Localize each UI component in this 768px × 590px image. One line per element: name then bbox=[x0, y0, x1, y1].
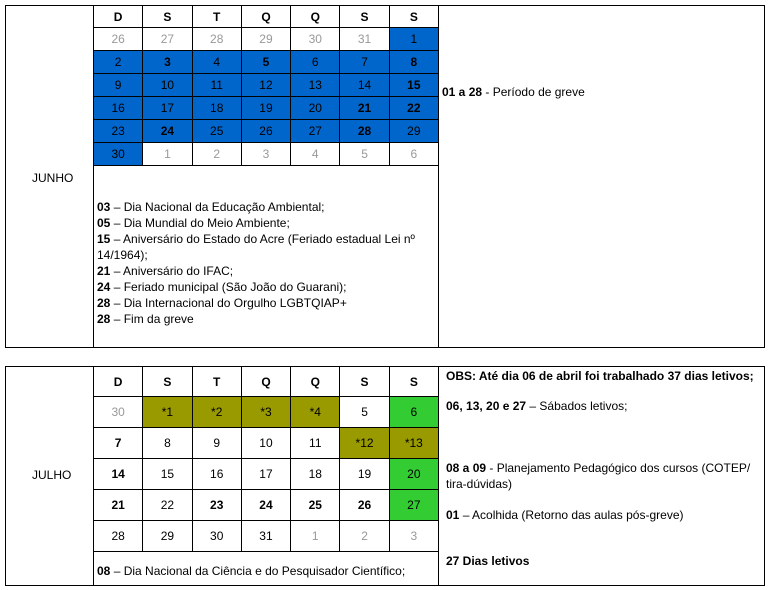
july-day-cell: 17 bbox=[241, 459, 290, 490]
june-day-cell: 16 bbox=[94, 97, 143, 120]
june-note-text: – Fim da greve bbox=[110, 312, 194, 326]
july-total: 27 Dias letivos bbox=[446, 554, 530, 568]
july-note-day: 08 bbox=[97, 564, 111, 578]
june-day-cell: 29 bbox=[389, 120, 438, 143]
june-note-day: 15 bbox=[97, 232, 111, 246]
june-day-cell: 1 bbox=[389, 28, 438, 51]
june-day-cell: 14 bbox=[340, 74, 389, 97]
july-weekday-0: D bbox=[94, 367, 143, 397]
july-day-cell: 23 bbox=[192, 490, 241, 521]
june-day-cell: 24 bbox=[143, 120, 192, 143]
july-day-cell: 14 bbox=[94, 459, 143, 490]
june-notes bbox=[97, 199, 432, 327]
june-note-day: 03 bbox=[97, 200, 111, 214]
july-day-cell: 2 bbox=[340, 521, 389, 552]
june-calendar bbox=[93, 5, 439, 166]
june-note-text: – Dia Nacional da Educação Ambiental; bbox=[110, 200, 325, 214]
july-weekday-6: S bbox=[389, 367, 438, 397]
june-strike-note: 01 a 28 - Período de greve bbox=[442, 85, 585, 99]
june-day-cell: 4 bbox=[192, 51, 241, 74]
july-day-cell: *12 bbox=[340, 428, 389, 459]
july-note-line bbox=[97, 563, 432, 579]
july-day-cell: 18 bbox=[291, 459, 340, 490]
june-note-text: – Aniversário do Estado do Acre (Feriado estadual Lei nº 14/1964); bbox=[97, 232, 415, 262]
june-day-cell: 21 bbox=[340, 97, 389, 120]
june-note-day: 05 bbox=[97, 216, 111, 230]
july-day-cell: 27 bbox=[389, 490, 438, 521]
june-note-line bbox=[97, 199, 432, 215]
june-note-line bbox=[97, 279, 432, 295]
july-day-cell: 21 bbox=[94, 490, 143, 521]
july-week-row bbox=[94, 490, 439, 521]
june-day-cell: 6 bbox=[291, 51, 340, 74]
july-weekday-4: Q bbox=[291, 367, 340, 397]
june-weekday-2: T bbox=[192, 6, 241, 28]
june-day-cell: 25 bbox=[192, 120, 241, 143]
july-day-cell: 25 bbox=[291, 490, 340, 521]
july-day-cell: 16 bbox=[192, 459, 241, 490]
june-note-text: – Aniversário do IFAC; bbox=[110, 264, 234, 278]
june-day-cell: 19 bbox=[241, 97, 290, 120]
june-weekday-4: Q bbox=[291, 6, 340, 28]
june-week-row bbox=[94, 51, 439, 74]
june-day-cell: 15 bbox=[389, 74, 438, 97]
june-day-cell: 28 bbox=[192, 28, 241, 51]
july-day-cell: *13 bbox=[389, 428, 438, 459]
june-day-cell: 20 bbox=[291, 97, 340, 120]
june-weekday-0: D bbox=[94, 6, 143, 28]
july-day-cell: 29 bbox=[143, 521, 192, 552]
june-day-cell: 9 bbox=[94, 74, 143, 97]
july-weekday-3: Q bbox=[241, 367, 290, 397]
june-note-text: – Feriado municipal (São João do Guarani); bbox=[110, 280, 347, 294]
july-day-cell: 7 bbox=[94, 428, 143, 459]
july-week-row bbox=[94, 521, 439, 552]
july-day-cell: 22 bbox=[143, 490, 192, 521]
june-day-cell: 8 bbox=[389, 51, 438, 74]
june-day-cell: 1 bbox=[143, 143, 192, 166]
july-day-cell: 10 bbox=[241, 428, 290, 459]
june-note-line bbox=[97, 215, 432, 231]
june-day-cell: 27 bbox=[291, 120, 340, 143]
june-month-label: JUNHO bbox=[32, 171, 74, 185]
july-day-cell: 19 bbox=[340, 459, 389, 490]
july-day-cell: 1 bbox=[291, 521, 340, 552]
june-day-cell: 17 bbox=[143, 97, 192, 120]
june-day-cell: 30 bbox=[291, 28, 340, 51]
june-note-day: 24 bbox=[97, 280, 111, 294]
june-day-cell: 4 bbox=[291, 143, 340, 166]
july-day-cell: *4 bbox=[291, 397, 340, 428]
july-day-cell: 30 bbox=[192, 521, 241, 552]
june-day-cell: 30 bbox=[94, 143, 143, 166]
june-day-cell: 26 bbox=[241, 120, 290, 143]
july-day-cell: 3 bbox=[389, 521, 438, 552]
june-day-cell: 2 bbox=[94, 51, 143, 74]
july-calendar bbox=[93, 366, 439, 552]
july-week-row bbox=[94, 459, 439, 490]
june-day-cell: 29 bbox=[241, 28, 290, 51]
july-week-row bbox=[94, 397, 439, 428]
july-weekday-1: S bbox=[143, 367, 192, 397]
july-day-cell: 5 bbox=[340, 397, 389, 428]
july-month-label: JULHO bbox=[32, 468, 72, 482]
june-note-day: 28 bbox=[97, 296, 111, 310]
june-note-line bbox=[97, 263, 432, 279]
june-weekday-3: Q bbox=[241, 6, 290, 28]
july-day-cell: 9 bbox=[192, 428, 241, 459]
june-weekday-5: S bbox=[340, 6, 389, 28]
june-weekday-6: S bbox=[389, 6, 438, 28]
june-note-text: – Dia Mundial do Meio Ambiente; bbox=[110, 216, 290, 230]
june-week-row bbox=[94, 74, 439, 97]
june-note-line bbox=[97, 295, 432, 311]
july-note-text: – Dia Nacional da Ciência e do Pesquisador Científico; bbox=[110, 564, 406, 578]
june-day-cell: 5 bbox=[241, 51, 290, 74]
june-week-row bbox=[94, 28, 439, 51]
june-day-cell: 11 bbox=[192, 74, 241, 97]
june-day-cell: 5 bbox=[340, 143, 389, 166]
june-note-day: 28 bbox=[97, 312, 111, 326]
july-day-cell: 6 bbox=[389, 397, 438, 428]
july-day-cell: 26 bbox=[340, 490, 389, 521]
july-week-row bbox=[94, 428, 439, 459]
june-day-cell: 23 bbox=[94, 120, 143, 143]
june-day-cell: 31 bbox=[340, 28, 389, 51]
july-obs-item-welcome: 01 – Acolhida (Retorno das aulas pós-greve) bbox=[446, 508, 684, 522]
june-day-cell: 26 bbox=[94, 28, 143, 51]
june-day-cell: 22 bbox=[389, 97, 438, 120]
june-note-line bbox=[97, 231, 432, 263]
june-day-cell: 10 bbox=[143, 74, 192, 97]
july-day-cell: 20 bbox=[389, 459, 438, 490]
june-day-cell: 13 bbox=[291, 74, 340, 97]
july-obs-item-saturdays: 06, 13, 20 e 27 – Sábados letivos; bbox=[446, 399, 628, 413]
june-week-row bbox=[94, 120, 439, 143]
june-day-cell: 3 bbox=[241, 143, 290, 166]
july-weekday-5: S bbox=[340, 367, 389, 397]
july-obs-title: OBS: Até dia 06 de abril foi trabalhado 37 dias letivos; bbox=[446, 369, 754, 383]
july-notes bbox=[97, 563, 432, 579]
june-day-cell: 3 bbox=[143, 51, 192, 74]
july-day-cell: *2 bbox=[192, 397, 241, 428]
june-note-day: 21 bbox=[97, 264, 111, 278]
june-note-text: – Dia Internacional do Orgulho LGBTQIAP+ bbox=[110, 296, 347, 310]
july-day-cell: 30 bbox=[94, 397, 143, 428]
july-day-cell: 8 bbox=[143, 428, 192, 459]
july-day-cell: *1 bbox=[143, 397, 192, 428]
june-day-cell: 7 bbox=[340, 51, 389, 74]
june-day-cell: 28 bbox=[340, 120, 389, 143]
july-day-cell: 24 bbox=[241, 490, 290, 521]
july-day-cell: 31 bbox=[241, 521, 290, 552]
june-day-cell: 6 bbox=[389, 143, 438, 166]
july-day-cell: 28 bbox=[94, 521, 143, 552]
june-day-cell: 2 bbox=[192, 143, 241, 166]
june-day-cell: 18 bbox=[192, 97, 241, 120]
july-weekday-2: T bbox=[192, 367, 241, 397]
june-week-row bbox=[94, 97, 439, 120]
june-week-row bbox=[94, 143, 439, 166]
july-day-cell: 11 bbox=[291, 428, 340, 459]
july-obs-item-planning: 08 a 09 - Planejamento Pedagógico dos cursos (COTEP/ tira-dúvidas) bbox=[446, 461, 751, 491]
june-day-cell: 27 bbox=[143, 28, 192, 51]
june-weekday-1: S bbox=[143, 6, 192, 28]
july-day-cell: 15 bbox=[143, 459, 192, 490]
july-day-cell: *3 bbox=[241, 397, 290, 428]
june-day-cell: 12 bbox=[241, 74, 290, 97]
june-note-line bbox=[97, 311, 432, 327]
